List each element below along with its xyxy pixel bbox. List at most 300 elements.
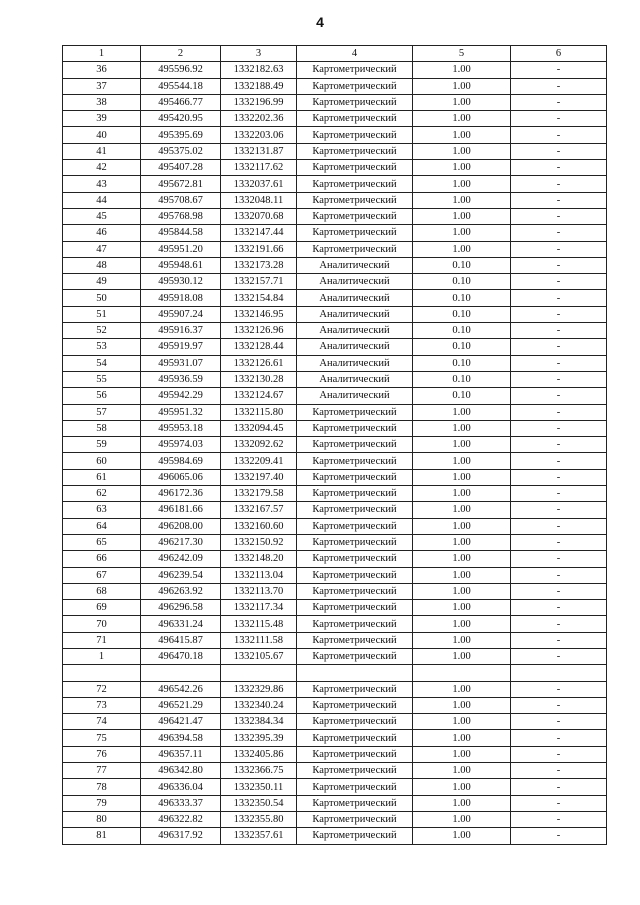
note-cell: - xyxy=(511,241,607,257)
table-row xyxy=(63,94,607,110)
y-coordinate-cell: 1332160.60 xyxy=(221,518,297,534)
y-coordinate-cell: 1332115.80 xyxy=(221,404,297,420)
point-number-cell xyxy=(63,665,141,681)
point-number-cell: 61 xyxy=(63,469,141,485)
accuracy-cell xyxy=(413,665,511,681)
point-number-cell: 57 xyxy=(63,404,141,420)
y-coordinate-cell: 1332182.63 xyxy=(221,62,297,78)
y-coordinate-cell: 1332111.58 xyxy=(221,632,297,648)
point-number-cell: 36 xyxy=(63,62,141,78)
note-cell: - xyxy=(511,746,607,762)
note-cell: - xyxy=(511,176,607,192)
accuracy-cell: 1.00 xyxy=(413,192,511,208)
point-number-cell: 47 xyxy=(63,241,141,257)
x-coordinate-cell: 495672.81 xyxy=(141,176,221,192)
accuracy-cell: 1.00 xyxy=(413,811,511,827)
table-row xyxy=(63,388,607,404)
accuracy-cell: 0.10 xyxy=(413,323,511,339)
point-number-cell: 77 xyxy=(63,763,141,779)
accuracy-cell: 1.00 xyxy=(413,176,511,192)
note-cell: - xyxy=(511,420,607,436)
x-coordinate-cell: 495708.67 xyxy=(141,192,221,208)
x-coordinate-cell: 496172.36 xyxy=(141,486,221,502)
accuracy-cell: 1.00 xyxy=(413,160,511,176)
x-coordinate-cell: 495544.18 xyxy=(141,78,221,94)
table-row xyxy=(63,62,607,78)
point-number-cell: 71 xyxy=(63,632,141,648)
table-row xyxy=(63,665,607,681)
table-row xyxy=(63,290,607,306)
column-header: 5 xyxy=(413,46,511,62)
y-coordinate-cell: 1332188.49 xyxy=(221,78,297,94)
accuracy-cell: 0.10 xyxy=(413,388,511,404)
x-coordinate-cell: 495395.69 xyxy=(141,127,221,143)
point-number-cell: 39 xyxy=(63,111,141,127)
method-cell: Картометрический xyxy=(297,648,413,664)
table-row xyxy=(63,567,607,583)
point-number-cell: 73 xyxy=(63,697,141,713)
table-row xyxy=(63,111,607,127)
y-coordinate-cell: 1332329.86 xyxy=(221,681,297,697)
table-row xyxy=(63,714,607,730)
accuracy-cell: 1.00 xyxy=(413,78,511,94)
table-row xyxy=(63,518,607,534)
note-cell: - xyxy=(511,192,607,208)
point-number-cell: 41 xyxy=(63,143,141,159)
table-row xyxy=(63,127,607,143)
table-row xyxy=(63,78,607,94)
note-cell xyxy=(511,665,607,681)
y-coordinate-cell: 1332037.61 xyxy=(221,176,297,192)
table-row xyxy=(63,192,607,208)
note-cell: - xyxy=(511,437,607,453)
x-coordinate-cell: 496065.06 xyxy=(141,469,221,485)
point-number-cell: 70 xyxy=(63,616,141,632)
x-coordinate-cell: 495936.59 xyxy=(141,371,221,387)
accuracy-cell: 0.10 xyxy=(413,371,511,387)
x-coordinate-cell: 496242.09 xyxy=(141,551,221,567)
accuracy-cell: 1.00 xyxy=(413,632,511,648)
table-row xyxy=(63,339,607,355)
note-cell: - xyxy=(511,551,607,567)
point-number-cell: 44 xyxy=(63,192,141,208)
x-coordinate-cell: 496263.92 xyxy=(141,583,221,599)
method-cell: Картометрический xyxy=(297,94,413,110)
method-cell: Картометрический xyxy=(297,420,413,436)
note-cell: - xyxy=(511,730,607,746)
accuracy-cell: 1.00 xyxy=(413,551,511,567)
point-number-cell: 48 xyxy=(63,257,141,273)
accuracy-cell: 1.00 xyxy=(413,127,511,143)
table-row xyxy=(63,534,607,550)
note-cell: - xyxy=(511,469,607,485)
accuracy-cell: 1.00 xyxy=(413,143,511,159)
method-cell: Картометрический xyxy=(297,241,413,257)
method-cell: Аналитический xyxy=(297,339,413,355)
point-number-cell: 51 xyxy=(63,306,141,322)
point-number-cell: 54 xyxy=(63,355,141,371)
y-coordinate-cell: 1332350.11 xyxy=(221,779,297,795)
accuracy-cell: 1.00 xyxy=(413,469,511,485)
point-number-cell: 69 xyxy=(63,600,141,616)
note-cell: - xyxy=(511,811,607,827)
method-cell: Картометрический xyxy=(297,811,413,827)
x-coordinate-cell: 495466.77 xyxy=(141,94,221,110)
x-coordinate-cell: 496415.87 xyxy=(141,632,221,648)
method-cell: Картометрический xyxy=(297,469,413,485)
accuracy-cell: 1.00 xyxy=(413,486,511,502)
point-number-cell: 67 xyxy=(63,567,141,583)
accuracy-cell: 1.00 xyxy=(413,714,511,730)
note-cell: - xyxy=(511,486,607,502)
table-row xyxy=(63,404,607,420)
note-cell: - xyxy=(511,111,607,127)
accuracy-cell: 1.00 xyxy=(413,567,511,583)
accuracy-cell: 1.00 xyxy=(413,763,511,779)
table-row xyxy=(63,241,607,257)
accuracy-cell: 1.00 xyxy=(413,502,511,518)
y-coordinate-cell: 1332202.36 xyxy=(221,111,297,127)
y-coordinate-cell: 1332094.45 xyxy=(221,420,297,436)
table-row xyxy=(63,697,607,713)
point-number-cell: 72 xyxy=(63,681,141,697)
y-coordinate-cell: 1332128.44 xyxy=(221,339,297,355)
point-number-cell: 37 xyxy=(63,78,141,94)
point-number-cell: 56 xyxy=(63,388,141,404)
note-cell: - xyxy=(511,697,607,713)
note-cell: - xyxy=(511,779,607,795)
point-number-cell: 81 xyxy=(63,828,141,844)
method-cell: Картометрический xyxy=(297,600,413,616)
method-cell: Картометрический xyxy=(297,453,413,469)
method-cell: Картометрический xyxy=(297,518,413,534)
y-coordinate-cell: 1332148.20 xyxy=(221,551,297,567)
method-cell: Аналитический xyxy=(297,371,413,387)
note-cell: - xyxy=(511,257,607,273)
accuracy-cell: 1.00 xyxy=(413,697,511,713)
note-cell: - xyxy=(511,632,607,648)
x-coordinate-cell: 495596.92 xyxy=(141,62,221,78)
table-row xyxy=(63,583,607,599)
y-coordinate-cell: 1332173.28 xyxy=(221,257,297,273)
note-cell: - xyxy=(511,583,607,599)
table-row xyxy=(63,730,607,746)
table-row xyxy=(63,453,607,469)
y-coordinate-cell: 1332113.04 xyxy=(221,567,297,583)
table-row xyxy=(63,420,607,436)
y-coordinate-cell: 1332117.34 xyxy=(221,600,297,616)
y-coordinate-cell: 1332131.87 xyxy=(221,143,297,159)
x-coordinate-cell: 496421.47 xyxy=(141,714,221,730)
table-row xyxy=(63,469,607,485)
table-row xyxy=(63,648,607,664)
method-cell: Аналитический xyxy=(297,274,413,290)
x-coordinate-cell: 495768.98 xyxy=(141,208,221,224)
accuracy-cell: 0.10 xyxy=(413,290,511,306)
x-coordinate-cell: 496521.29 xyxy=(141,697,221,713)
x-coordinate-cell: 496331.24 xyxy=(141,616,221,632)
x-coordinate-cell: 496317.92 xyxy=(141,828,221,844)
y-coordinate-cell: 1332167.57 xyxy=(221,502,297,518)
y-coordinate-cell: 1332157.71 xyxy=(221,274,297,290)
accuracy-cell: 1.00 xyxy=(413,534,511,550)
method-cell: Картометрический xyxy=(297,192,413,208)
y-coordinate-cell: 1332350.54 xyxy=(221,795,297,811)
y-coordinate-cell: 1332209.41 xyxy=(221,453,297,469)
method-cell: Картометрический xyxy=(297,111,413,127)
y-coordinate-cell: 1332130.28 xyxy=(221,371,297,387)
table-row xyxy=(63,371,607,387)
accuracy-cell: 1.00 xyxy=(413,111,511,127)
point-number-cell: 62 xyxy=(63,486,141,502)
column-header: 1 xyxy=(63,46,141,62)
table-row xyxy=(63,208,607,224)
point-number-cell: 38 xyxy=(63,94,141,110)
accuracy-cell: 1.00 xyxy=(413,518,511,534)
point-number-cell: 45 xyxy=(63,208,141,224)
method-cell: Картометрический xyxy=(297,567,413,583)
method-cell: Аналитический xyxy=(297,323,413,339)
point-number-cell: 46 xyxy=(63,225,141,241)
x-coordinate-cell: 496296.58 xyxy=(141,600,221,616)
table-row xyxy=(63,143,607,159)
table-row xyxy=(63,437,607,453)
y-coordinate-cell: 1332179.58 xyxy=(221,486,297,502)
note-cell: - xyxy=(511,127,607,143)
y-coordinate-cell: 1332115.48 xyxy=(221,616,297,632)
x-coordinate-cell: 496333.37 xyxy=(141,795,221,811)
accuracy-cell: 1.00 xyxy=(413,62,511,78)
accuracy-cell: 1.00 xyxy=(413,681,511,697)
table-row xyxy=(63,795,607,811)
x-coordinate-cell: 495974.03 xyxy=(141,437,221,453)
accuracy-cell: 0.10 xyxy=(413,274,511,290)
table-row xyxy=(63,616,607,632)
point-number-cell: 80 xyxy=(63,811,141,827)
method-cell: Картометрический xyxy=(297,681,413,697)
y-coordinate-cell: 1332366.75 xyxy=(221,763,297,779)
y-coordinate-cell xyxy=(221,665,297,681)
point-number-cell: 68 xyxy=(63,583,141,599)
table-row xyxy=(63,746,607,762)
method-cell: Картометрический xyxy=(297,502,413,518)
table-row xyxy=(63,257,607,273)
accuracy-cell: 1.00 xyxy=(413,828,511,844)
point-number-cell: 52 xyxy=(63,323,141,339)
method-cell: Картометрический xyxy=(297,437,413,453)
note-cell: - xyxy=(511,502,607,518)
table-row xyxy=(63,681,607,697)
x-coordinate-cell: 495951.32 xyxy=(141,404,221,420)
x-coordinate-cell: 495844.58 xyxy=(141,225,221,241)
method-cell: Картометрический xyxy=(297,486,413,502)
note-cell: - xyxy=(511,714,607,730)
x-coordinate-cell: 496542.26 xyxy=(141,681,221,697)
note-cell: - xyxy=(511,453,607,469)
table-row xyxy=(63,600,607,616)
accuracy-cell: 1.00 xyxy=(413,437,511,453)
method-cell: Картометрический xyxy=(297,779,413,795)
point-number-cell: 1 xyxy=(63,648,141,664)
table-row xyxy=(63,355,607,371)
table-row xyxy=(63,274,607,290)
table-row xyxy=(63,763,607,779)
x-coordinate-cell: 495918.08 xyxy=(141,290,221,306)
point-number-cell: 49 xyxy=(63,274,141,290)
table-row xyxy=(63,502,607,518)
x-coordinate-cell: 496394.58 xyxy=(141,730,221,746)
y-coordinate-cell: 1332405.86 xyxy=(221,746,297,762)
note-cell: - xyxy=(511,78,607,94)
accuracy-cell: 1.00 xyxy=(413,94,511,110)
x-coordinate-cell: 495375.02 xyxy=(141,143,221,159)
y-coordinate-cell: 1332092.62 xyxy=(221,437,297,453)
method-cell: Картометрический xyxy=(297,828,413,844)
method-cell: Картометрический xyxy=(297,616,413,632)
accuracy-cell: 1.00 xyxy=(413,208,511,224)
x-coordinate-cell: 496336.04 xyxy=(141,779,221,795)
accuracy-cell: 0.10 xyxy=(413,355,511,371)
x-coordinate-cell: 495984.69 xyxy=(141,453,221,469)
y-coordinate-cell: 1332191.66 xyxy=(221,241,297,257)
accuracy-cell: 0.10 xyxy=(413,339,511,355)
note-cell: - xyxy=(511,534,607,550)
x-coordinate-cell: 495916.37 xyxy=(141,323,221,339)
method-cell: Картометрический xyxy=(297,697,413,713)
point-number-cell: 75 xyxy=(63,730,141,746)
note-cell: - xyxy=(511,355,607,371)
table-row xyxy=(63,225,607,241)
accuracy-cell: 1.00 xyxy=(413,404,511,420)
y-coordinate-cell: 1332147.44 xyxy=(221,225,297,241)
accuracy-cell: 1.00 xyxy=(413,616,511,632)
x-coordinate-cell: 496342.80 xyxy=(141,763,221,779)
note-cell: - xyxy=(511,518,607,534)
y-coordinate-cell: 1332124.67 xyxy=(221,388,297,404)
x-coordinate-cell: 495948.61 xyxy=(141,257,221,273)
note-cell: - xyxy=(511,681,607,697)
point-number-cell: 79 xyxy=(63,795,141,811)
point-number-cell: 60 xyxy=(63,453,141,469)
x-coordinate-cell: 496208.00 xyxy=(141,518,221,534)
x-coordinate-cell xyxy=(141,665,221,681)
table-row xyxy=(63,306,607,322)
accuracy-cell: 1.00 xyxy=(413,795,511,811)
note-cell: - xyxy=(511,795,607,811)
method-cell: Картометрический xyxy=(297,746,413,762)
note-cell: - xyxy=(511,306,607,322)
point-number-cell: 58 xyxy=(63,420,141,436)
column-header: 4 xyxy=(297,46,413,62)
method-cell: Картометрический xyxy=(297,795,413,811)
y-coordinate-cell: 1332203.06 xyxy=(221,127,297,143)
method-cell: Картометрический xyxy=(297,583,413,599)
method-cell: Картометрический xyxy=(297,714,413,730)
accuracy-cell: 1.00 xyxy=(413,779,511,795)
note-cell: - xyxy=(511,160,607,176)
x-coordinate-cell: 496322.82 xyxy=(141,811,221,827)
method-cell: Аналитический xyxy=(297,257,413,273)
note-cell: - xyxy=(511,208,607,224)
note-cell: - xyxy=(511,274,607,290)
y-coordinate-cell: 1332113.70 xyxy=(221,583,297,599)
method-cell: Аналитический xyxy=(297,290,413,306)
table-row xyxy=(63,486,607,502)
note-cell: - xyxy=(511,225,607,241)
y-coordinate-cell: 1332150.92 xyxy=(221,534,297,550)
column-header: 6 xyxy=(511,46,607,62)
y-coordinate-cell: 1332117.62 xyxy=(221,160,297,176)
method-cell: Картометрический xyxy=(297,763,413,779)
method-cell: Картометрический xyxy=(297,404,413,420)
point-number-cell: 50 xyxy=(63,290,141,306)
point-number-cell: 59 xyxy=(63,437,141,453)
y-coordinate-cell: 1332146.95 xyxy=(221,306,297,322)
y-coordinate-cell: 1332154.84 xyxy=(221,290,297,306)
point-number-cell: 55 xyxy=(63,371,141,387)
note-cell: - xyxy=(511,600,607,616)
point-number-cell: 63 xyxy=(63,502,141,518)
coordinates-table xyxy=(62,45,607,845)
x-coordinate-cell: 496181.66 xyxy=(141,502,221,518)
x-coordinate-cell: 495930.12 xyxy=(141,274,221,290)
y-coordinate-cell: 1332105.67 xyxy=(221,648,297,664)
y-coordinate-cell: 1332197.40 xyxy=(221,469,297,485)
table-row xyxy=(63,779,607,795)
y-coordinate-cell: 1332196.99 xyxy=(221,94,297,110)
x-coordinate-cell: 495407.28 xyxy=(141,160,221,176)
y-coordinate-cell: 1332126.96 xyxy=(221,323,297,339)
table-row xyxy=(63,323,607,339)
method-cell: Картометрический xyxy=(297,551,413,567)
accuracy-cell: 1.00 xyxy=(413,225,511,241)
x-coordinate-cell: 495907.24 xyxy=(141,306,221,322)
method-cell: Аналитический xyxy=(297,306,413,322)
accuracy-cell: 1.00 xyxy=(413,730,511,746)
accuracy-cell: 1.00 xyxy=(413,420,511,436)
table-row xyxy=(63,160,607,176)
note-cell: - xyxy=(511,323,607,339)
x-coordinate-cell: 495951.20 xyxy=(141,241,221,257)
note-cell: - xyxy=(511,763,607,779)
method-cell: Картометрический xyxy=(297,225,413,241)
accuracy-cell: 1.00 xyxy=(413,583,511,599)
method-cell: Картометрический xyxy=(297,730,413,746)
point-number-cell: 66 xyxy=(63,551,141,567)
point-number-cell: 64 xyxy=(63,518,141,534)
note-cell: - xyxy=(511,616,607,632)
note-cell: - xyxy=(511,828,607,844)
x-coordinate-cell: 495953.18 xyxy=(141,420,221,436)
accuracy-cell: 1.00 xyxy=(413,453,511,469)
x-coordinate-cell: 496357.11 xyxy=(141,746,221,762)
method-cell: Аналитический xyxy=(297,355,413,371)
note-cell: - xyxy=(511,388,607,404)
y-coordinate-cell: 1332048.11 xyxy=(221,192,297,208)
method-cell: Картометрический xyxy=(297,160,413,176)
method-cell: Аналитический xyxy=(297,388,413,404)
point-number-cell: 40 xyxy=(63,127,141,143)
x-coordinate-cell: 495919.97 xyxy=(141,339,221,355)
table-row xyxy=(63,811,607,827)
method-cell: Картометрический xyxy=(297,208,413,224)
accuracy-cell: 0.10 xyxy=(413,306,511,322)
method-cell: Картометрический xyxy=(297,632,413,648)
column-header: 2 xyxy=(141,46,221,62)
y-coordinate-cell: 1332355.80 xyxy=(221,811,297,827)
table-row xyxy=(63,176,607,192)
point-number-cell: 65 xyxy=(63,534,141,550)
